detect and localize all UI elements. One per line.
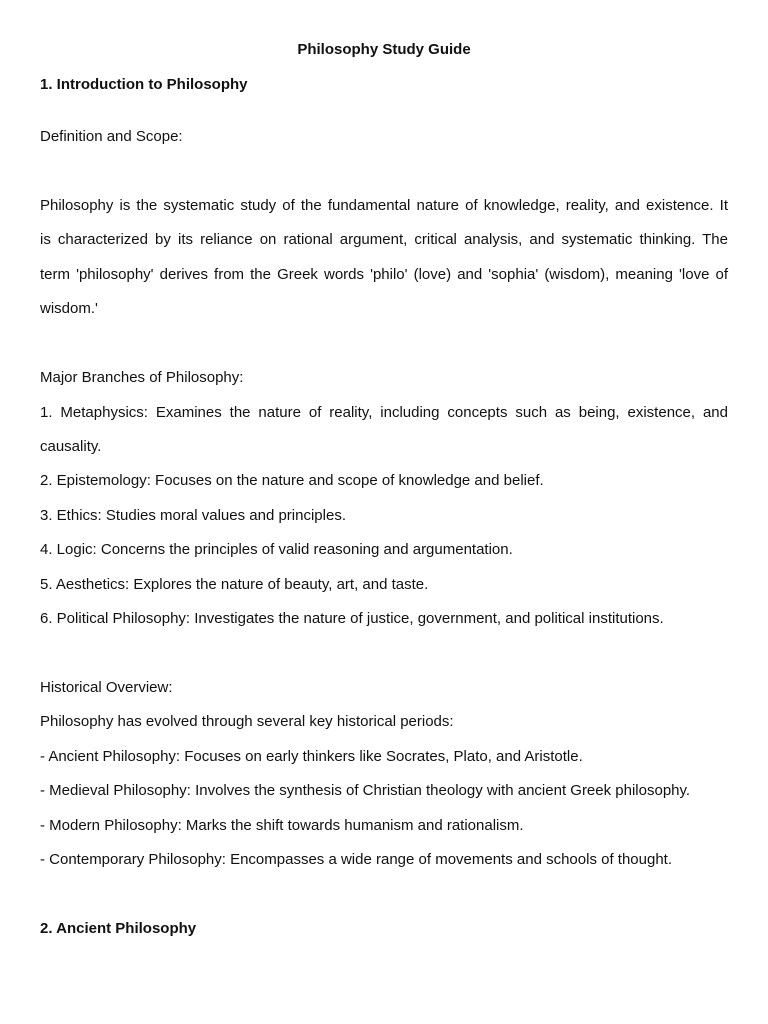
history-item: - Contemporary Philosophy: Encompasses a wide range of movements and schools of thought.: [40, 851, 673, 868]
branch-item: 5. Aesthetics: Explores the nature of beauty, art, and taste.: [40, 576, 429, 593]
branches-label: Major Branches of Philosophy:: [40, 369, 244, 386]
definition-line: term 'philosophy' derives from the Greek words 'philo' (love) and 'sophia' (wisdom), meaning 'love of: [40, 266, 728, 283]
section-heading-ancient: 2. Ancient Philosophy: [40, 920, 197, 937]
section-heading-introduction: 1. Introduction to Philosophy: [40, 76, 248, 93]
definition-line: is characterized by its reliance on rational argument, critical analysis, and systematic thinking. The: [40, 231, 728, 248]
branch-item: 4. Logic: Concerns the principles of valid reasoning and argumentation.: [40, 541, 513, 558]
branch-item: 1. Metaphysics: Examines the nature of reality, including concepts such as being, existence, and: [40, 404, 728, 421]
branch-item: 3. Ethics: Studies moral values and principles.: [40, 507, 346, 524]
history-item: - Modern Philosophy: Marks the shift towards humanism and rationalism.: [40, 817, 524, 834]
branch-item: 6. Political Philosophy: Investigates the nature of justice, government, and political institutions.: [40, 610, 664, 627]
history-item: - Ancient Philosophy: Focuses on early thinkers like Socrates, Plato, and Aristotle.: [40, 748, 583, 765]
history-item: - Medieval Philosophy: Involves the synthesis of Christian theology with ancient Greek philosophy.: [40, 782, 691, 799]
history-label: Historical Overview:: [40, 679, 173, 696]
branch-item: 2. Epistemology: Focuses on the nature and scope of knowledge and belief.: [40, 472, 544, 489]
page-title: Philosophy Study Guide: [297, 41, 471, 58]
history-intro: Philosophy has evolved through several key historical periods:: [40, 713, 454, 730]
definition-line: Philosophy is the systematic study of the fundamental nature of knowledge, reality, and existence. It: [40, 197, 728, 214]
definition-line: wisdom.': [40, 300, 98, 317]
branch-item: causality.: [40, 438, 102, 455]
definition-label: Definition and Scope:: [40, 128, 183, 145]
